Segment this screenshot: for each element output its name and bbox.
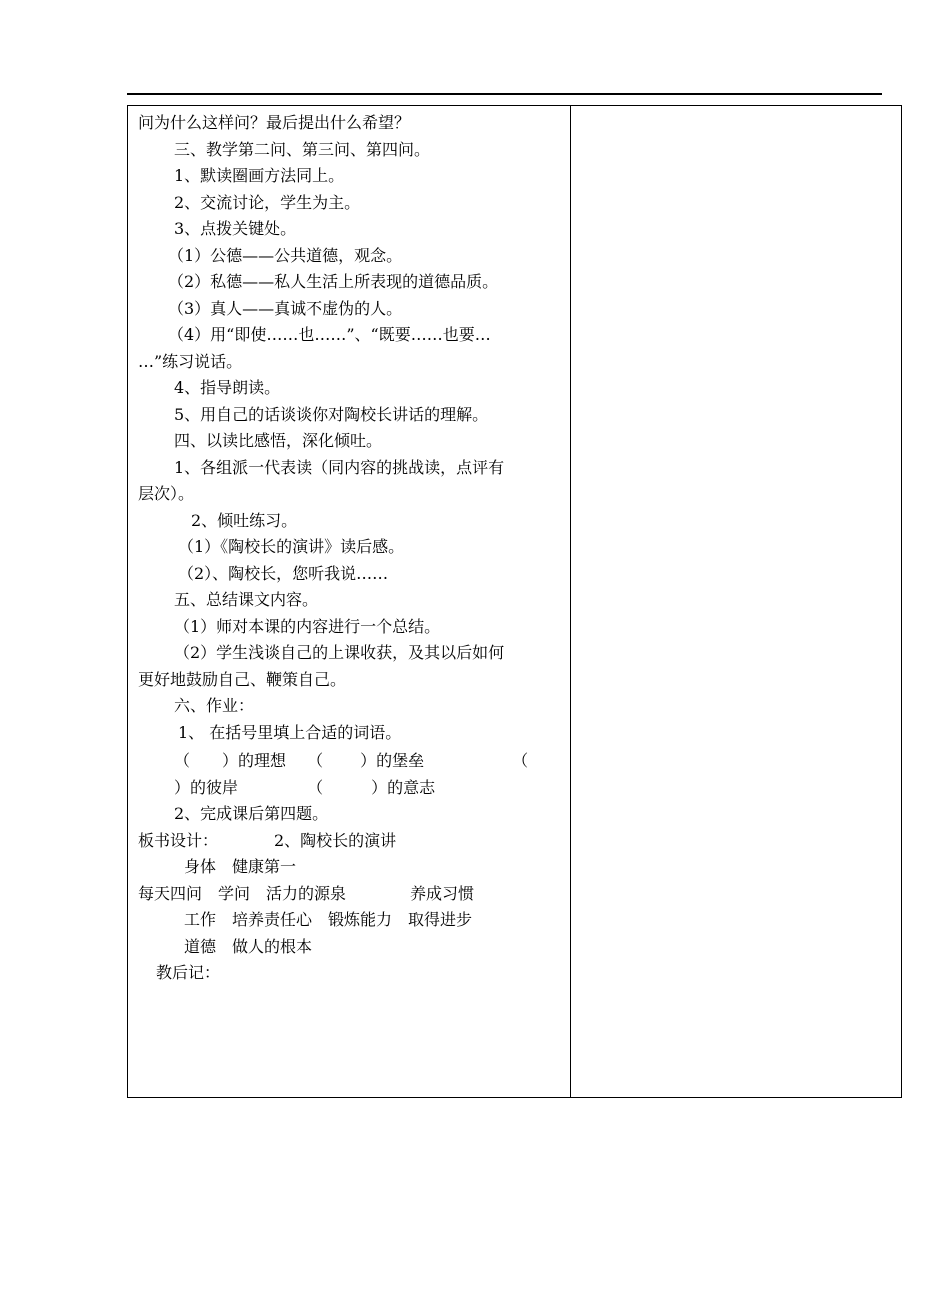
text-line: 每天四问 学问 活力的源泉 养成习惯 [138, 884, 475, 903]
text-line: 层次）。 [138, 484, 195, 503]
text-line: 3、点拨关键处。 [174, 219, 297, 238]
text-line: 1、默读圈画方法同上。 [174, 166, 345, 185]
text-line: （1）师对本课的内容进行一个总结。 [174, 617, 441, 636]
text-line: 道德 做人的根本 [184, 937, 313, 956]
text-line: （2）私德——私人生活上所表现的道德品质。 [168, 272, 499, 291]
lesson-content-cell [128, 106, 570, 1097]
text-line: 更好地鼓励自己、鞭策自己。 [138, 670, 347, 689]
text-line: （1）《陶校长的演讲》读后感。 [178, 537, 405, 556]
text-line: 问为什么这样问？最后提出什么希望？ [138, 113, 411, 132]
text-line: （4）用“即使……也……”、“既要……也要… [168, 325, 491, 344]
text-line: 2、倾吐练习。 [191, 511, 298, 530]
text-line: 2、完成课后第四题。 [174, 804, 329, 823]
text-line: ）的彼岸 （ ）的意志 [174, 778, 436, 797]
notes-cell [571, 106, 901, 1097]
text-line: 身体 健康第一 [184, 857, 297, 876]
text-line: 工作 培养责任心 锻炼能力 取得进步 [184, 910, 473, 929]
text-line: （2）学生浅谈自己的上课收获，及其以后如何 [174, 643, 505, 662]
text-line: 1、 在括号里填上合适的词语。 [178, 723, 402, 742]
text-line: 1、各组派一代表读（同内容的挑战读，点评有 [174, 458, 505, 477]
lesson-plan-table [127, 105, 902, 1098]
text-line: 4、指导朗读。 [174, 378, 281, 397]
text-line: 五、总结课文内容。 [174, 590, 319, 609]
text-line: 2、交流讨论，学生为主。 [174, 193, 361, 212]
text-line: 板书设计： 2、陶校长的演讲 [138, 831, 397, 850]
text-line: 5、用自己的话谈谈你对陶校长讲话的理解。 [174, 405, 489, 424]
text-line: …”练习说话。 [138, 352, 243, 371]
text-line: （2）、陶校长，您听我说…… [178, 564, 389, 583]
text-line: 六、作业： [174, 696, 255, 715]
text-line: （3）真人——真诚不虚伪的人。 [168, 299, 403, 318]
text-line: 教后记： [156, 963, 221, 982]
text-line: 四、以读比感悟，深化倾吐。 [174, 431, 383, 450]
text-line: 三、教学第二问、第三问、第四问。 [174, 140, 431, 159]
text-line: （1）公德——公共道德，观念。 [168, 246, 403, 265]
header-rule [127, 93, 882, 95]
text-line: （ ）的理想 （ ）的堡垒 （ [174, 751, 529, 770]
